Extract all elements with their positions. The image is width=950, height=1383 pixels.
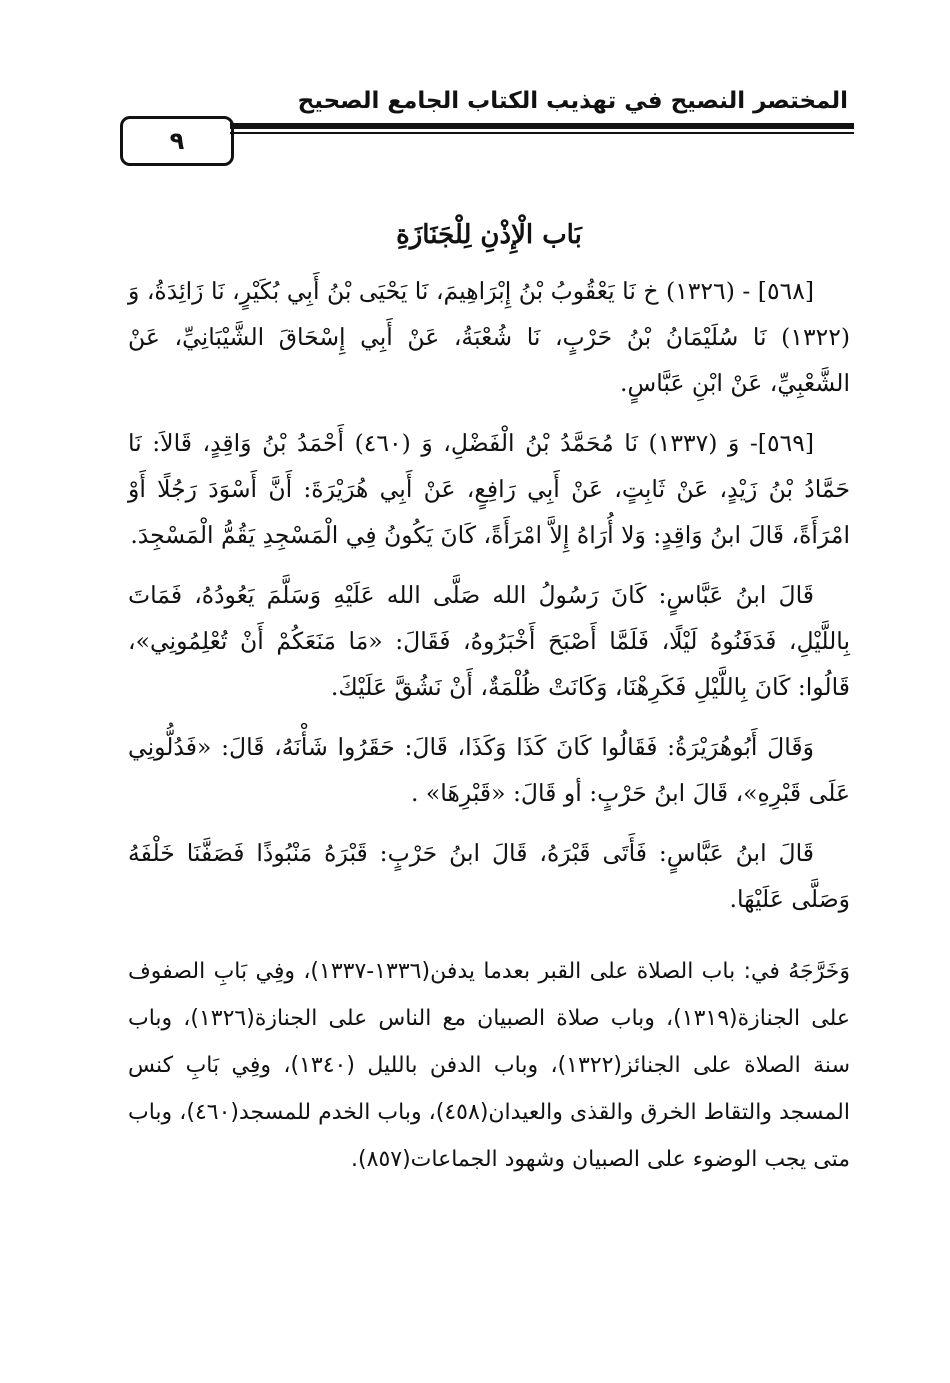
hadith-paragraph: قَالَ ابنُ عَبَّاسٍ: كَانَ رَسُولُ الله صَلَّى الله عَلَيْهِ وَسَلَّمَ يَعُودُهُ، فَمَاتَ بِاللَّيْلِ، فَدَفَنُوهُ لَيْلًا، فَلَمَّا أَصْبَحَ أَخْبَرُوهُ، فَقَالَ: «مَا مَنَعَكُمْ أَنْ تُعْلِمُونِي»، قَالُوا: كَانَ بِاللَّيْلِ فَكَرِهْنَا، وَكَانَتْ ظُلْمَةٌ، أَنْ نَشُقَّ عَلَيْكَ. <box>128 581 850 701</box>
takhrij-note: وَخَرَّجَهُ في: باب الصلاة على القبر بعدما يدفن(١٣٣٦-١٣٣٧)، وفِي بَابِ الصفوف على الجنازة(١٣١٩)، وباب صلاة الصبيان مع الناس على الجنازة(١٣٢٦)، وباب سنة الصلاة على الجنائز(١٣٢٢)، وباب الدفن بالليل (١٣٤٠)، وفِي بَابِ كنس المسجد والتقاط الخرق والقذى والعيدان(٤٥٨)، وباب الخدم للمسجد(٤٦٠)، وباب متى يجب الوضوء على الصبيان وشهود الجماعات(٨٥٧). <box>128 959 851 1172</box>
header-rule <box>230 123 854 129</box>
running-header-title: المختصر النصيح في تهذيب الكتاب الجامع الصحيح <box>297 88 848 114</box>
page-body <box>128 220 850 1183</box>
hadith-paragraph: [٥٦٨] - (١٣٢٦) خ نَا يَعْقُوبُ بْنُ إِبْرَاهِيمَ، نَا يَحْيَى بْنُ أَبِي بُكَيْرٍ، نَا زَائِدَةُ، وَ (١٣٢٢) نَا سُلَيْمَانُ بْنُ حَرْبٍ، نَا شُعْبَةُ، عَنْ أَبِي إِسْحَاقَ الشَّيْبَانِيِّ، عَنْ الشَّعْبِيِّ، عَنْ ابْنِ عَبَّاسٍ. <box>128 277 850 397</box>
chapter-title: بَاب الْإِذْنِ لِلْجَنَازَةِ <box>396 220 582 250</box>
hadith-paragraph: قَالَ ابنُ عَبَّاسٍ: فَأَتَى قَبْرَهُ، قَالَ ابنُ حَرْبٍ: قَبْرَهُ مَنْبُوذًا فَصَفَّنَا خَلْفَهُ وَصَلَّى عَلَيْهَا. <box>128 839 850 913</box>
page-number-box <box>120 116 234 166</box>
hadith-paragraph: وَقَالَ أَبُوهُرَيْرَةُ: فَقَالُوا كَانَ كَذَا وَكَذَا، قَالَ: حَقَرُوا شَأْنَهُ، قَالَ: «فَدُلُّونِي عَلَى قَبْرِهِ»، قَالَ ابنُ حَرْبٍ: أو قَالَ: «قَبْرِهَا» . <box>128 733 850 807</box>
header-rule-thin <box>230 132 854 134</box>
page-number: ٩ <box>169 127 185 155</box>
hadith-paragraph: [٥٦٩]- وَ (١٣٣٧) نَا مُحَمَّدُ بْنُ الْفَضْلِ، وَ (٤٦٠) أَحْمَدُ بْنُ وَاقِدٍ، قَالاَ: نَا حَمَّادُ بْنُ زَيْدٍ، عَنْ ثَابِتٍ، عَنْ أَبِي رَافِعٍ، عَنْ أَبِي هُرَيْرَةَ: أَنَّ أَسْوَدَ رَجُلًا أَوْ امْرَأَةً، قَالَ ابنُ وَاقِدٍ: وَلا أُرَاهُ إِلاَّ امْرَأَةً، كَانَ يَكُونُ فِي الْمَسْجِدِ يَقُمُّ الْمَسْجِدَ. <box>128 429 850 549</box>
